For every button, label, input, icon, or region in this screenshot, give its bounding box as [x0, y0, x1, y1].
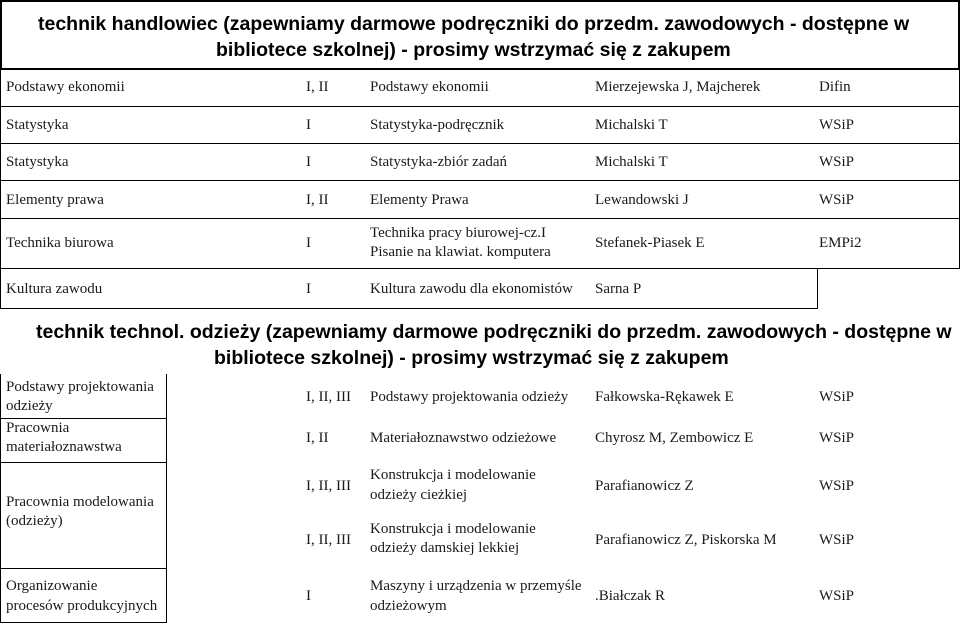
title-cell: Podstawy ekonomii [370, 79, 489, 95]
classes-cell: I, II, III [306, 532, 351, 548]
publisher-cell: WSiP [819, 478, 855, 494]
title-cell-line2: odzieżowym [370, 598, 447, 614]
subject-left-border [0, 374, 1, 623]
subject-cell-line1: Podstawy projektowania [6, 379, 154, 395]
section2-heading [0, 318, 960, 373]
subject-cell: Statystyka [6, 154, 69, 170]
author-cell: Parafianowicz Z, Piskorska M [595, 532, 777, 548]
row-divider [0, 462, 167, 463]
classes-cell: I, II [306, 79, 329, 95]
classes-cell: I, II, III [306, 389, 351, 405]
author-cell: Stefanek-Piasek E [595, 235, 705, 251]
title-cell: Statystyka-zbiór zadań [370, 154, 508, 170]
table-left-border [0, 70, 1, 308]
author-cell: Sarna P [595, 281, 642, 297]
title-cell: Elementy Prawa [370, 192, 469, 208]
classes-cell: I, II [306, 430, 329, 446]
publisher-cell: WSiP [819, 588, 855, 604]
title-cell-line1: Konstrukcja i modelowanie [370, 521, 536, 537]
row-divider [0, 106, 960, 107]
classes-cell: I [306, 588, 311, 604]
subject-cell: Kultura zawodu [6, 281, 103, 297]
classes-cell: I [306, 235, 311, 251]
publisher-cell: WSiP [819, 192, 855, 208]
author-cell: Fałkowska-Rękawek E [595, 389, 734, 405]
author-cell: Lewandowski J [595, 192, 689, 208]
subject-cell: Technika biurowa [6, 235, 114, 251]
author-cell: Mierzejewska J, Majcherek [595, 79, 761, 95]
publisher-cell: WSiP [819, 532, 855, 548]
subject-cell-line2: (odzieży) [6, 513, 63, 529]
row-divider [0, 180, 960, 181]
title-cell-line2: odzieży cieżkiej [370, 487, 468, 503]
author-cell: Parafianowicz Z [595, 478, 694, 494]
row-divider [0, 622, 167, 623]
subject-cell-line1: Pracownia [6, 420, 70, 436]
title-cell-line1: Maszyny i urządzenia w przemyśle [370, 578, 582, 594]
classes-cell: I, II, III [306, 478, 351, 494]
publisher-cell: Difin [819, 79, 851, 95]
subject-cell-line1: Pracownia modelowania [6, 494, 154, 510]
classes-cell: I [306, 154, 311, 170]
subject-cell-line2: odzieży [6, 398, 53, 414]
title-cell: Statystyka-podręcznik [370, 117, 505, 133]
subject-cell: Statystyka [6, 117, 69, 133]
subject-cell-line2: materiałoznawstwa [6, 439, 122, 455]
title-cell-line2: odzieży damskiej lekkiej [370, 540, 520, 556]
row-divider [0, 268, 960, 269]
title-cell: Materiałoznawstwo odzieżowe [370, 430, 557, 446]
publisher-cell: WSiP [819, 430, 855, 446]
author-cell: Michalski T [595, 154, 668, 170]
subject-right-border [166, 374, 167, 623]
section2-heading-line1: technik technol. odzieży (zapewniamy darmowe podręczniki do przedm. zawodowych - dostępne w [36, 321, 952, 343]
row-divider [0, 218, 960, 219]
classes-cell: I, II [306, 192, 329, 208]
section2-heading-line2: bibliotece szkolnej) - prosimy wstrzymać się z zakupem [214, 347, 729, 369]
author-cell: Michalski T [595, 117, 668, 133]
author-cell: .Białczak R [595, 588, 665, 604]
publisher-cell: EMPi2 [819, 235, 862, 251]
row-divider [0, 308, 818, 309]
title-cell-line1: Technika pracy biurowej-cz.I [370, 225, 546, 241]
title-cell-line1: Konstrukcja i modelowanie [370, 467, 536, 483]
subject-cell-line1: Organizowanie [6, 578, 98, 594]
subject-cell: Podstawy ekonomii [6, 79, 125, 95]
publisher-cell: WSiP [819, 154, 855, 170]
author-cell: Chyrosz M, Zembowicz E [595, 430, 754, 446]
publisher-cell: WSiP [819, 117, 855, 133]
kultura-end-border [817, 268, 818, 308]
subject-cell-line2: procesów produkcyjnych [6, 598, 158, 614]
section1-heading-line2: bibliotece szkolnej) - prosimy wstrzymać się z zakupem [216, 39, 731, 61]
classes-cell: I [306, 117, 311, 133]
classes-cell: I [306, 281, 311, 297]
section1-heading-line1: technik handlowiec (zapewniamy darmowe podręczniki do przedm. zawodowych - dostępne w [38, 13, 910, 35]
title-cell: Podstawy projektowania odzieży [370, 389, 569, 405]
publisher-cell: WSiP [819, 389, 855, 405]
title-cell-line2: Pisanie na klawiat. komputera [370, 244, 551, 260]
section1-heading [0, 0, 960, 70]
row-divider [0, 568, 167, 569]
title-cell: Kultura zawodu dla ekonomistów [370, 281, 573, 297]
subject-cell: Elementy prawa [6, 192, 104, 208]
row-divider [0, 143, 960, 144]
